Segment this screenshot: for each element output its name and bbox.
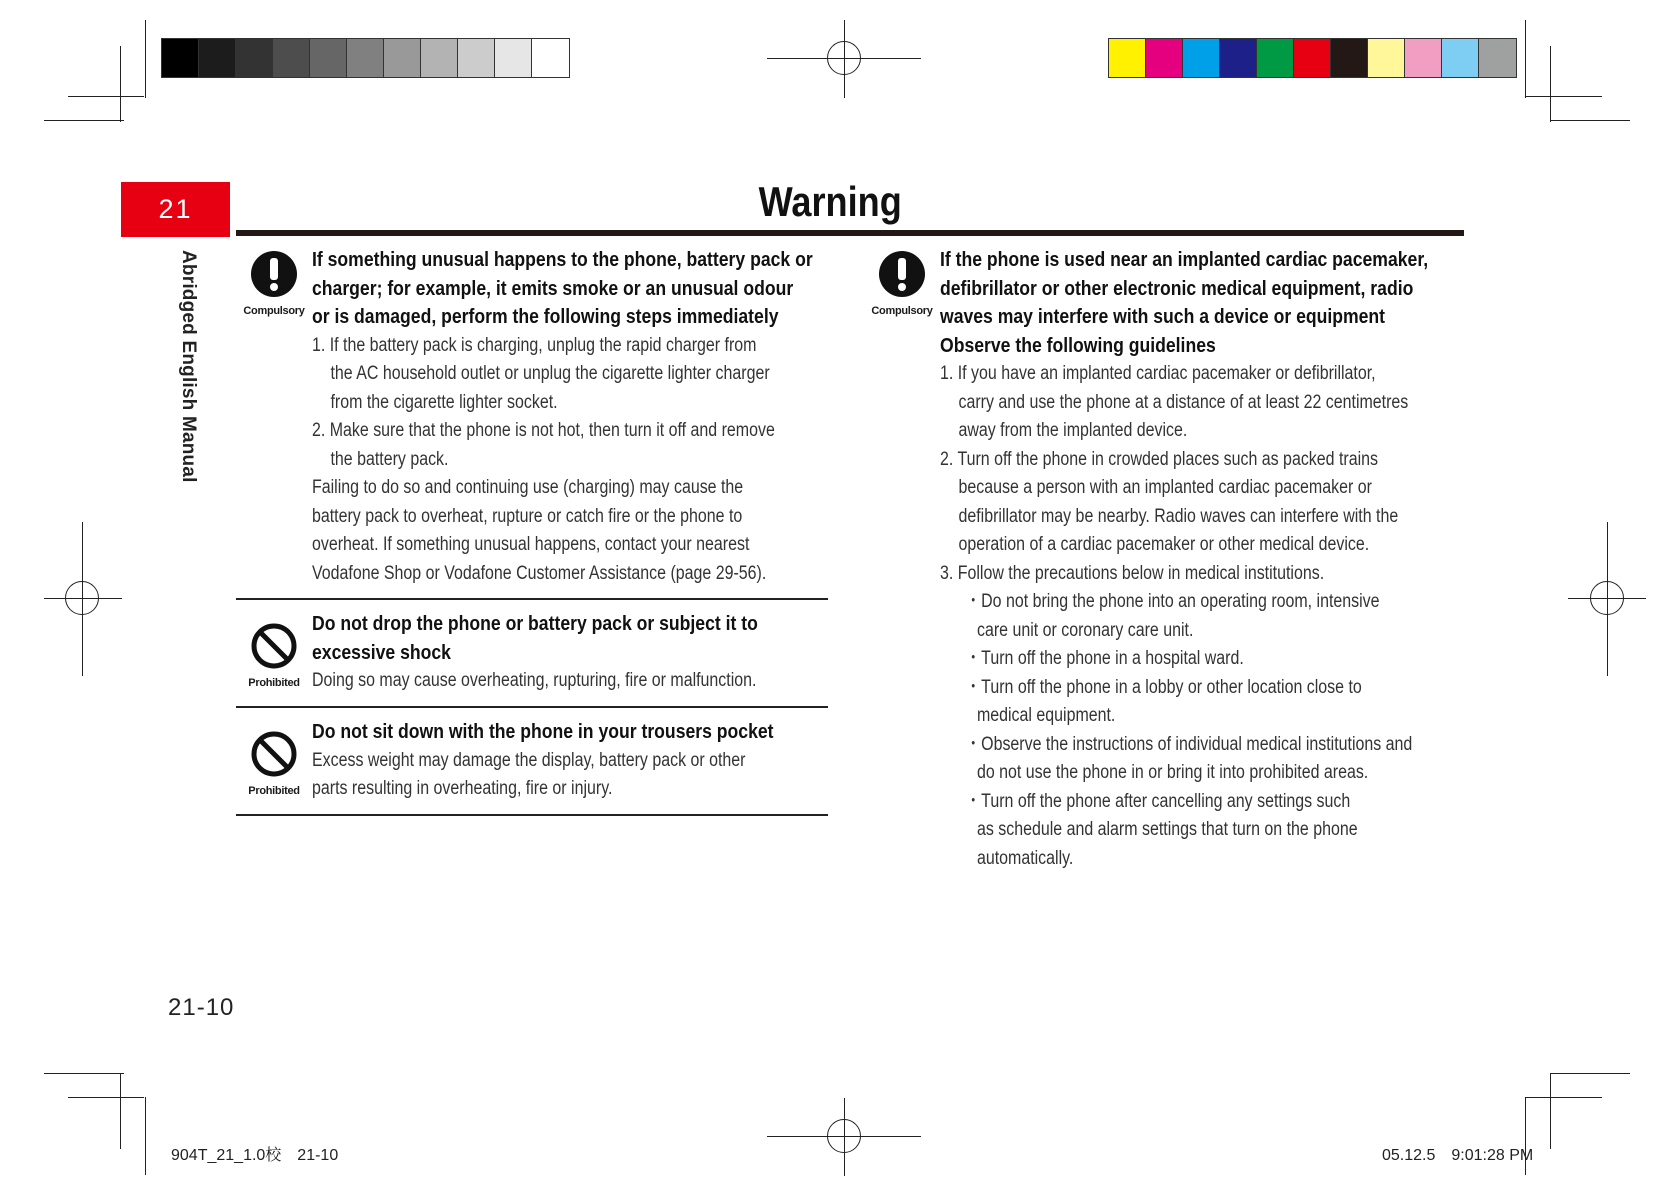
color-swatch xyxy=(1146,39,1183,77)
section-heading: Do not drop the phone or battery pack or subject it to xyxy=(312,613,758,635)
section-body xyxy=(940,246,1464,873)
gray-swatch xyxy=(421,39,458,77)
chapter-number: 21 xyxy=(158,194,193,224)
section-heading: If something unusual happens to the phone, battery pack or xyxy=(312,249,813,271)
guideline-2: 2. Turn off the phone in crowded places such as packed trains because a person with an implanted cardiac pacemaker or defibrillator may be nearby. Radio waves can interfere with the operation of a cardiac pacemaker or other medical device. xyxy=(940,448,1399,555)
guideline-3: 3. Follow the precautions below in medical institutions. xyxy=(940,562,1325,584)
warning-drop-shock xyxy=(236,600,828,706)
color-swatch xyxy=(1109,39,1146,77)
color-swatch xyxy=(1294,39,1331,77)
color-swatch xyxy=(1405,39,1442,77)
warning-pacemaker xyxy=(864,246,1464,873)
step-2: 2. Make sure that the phone is not hot, then turn it off and remove the battery pack. xyxy=(312,420,775,470)
compulsory-badge xyxy=(864,250,940,317)
title-rule xyxy=(236,230,1464,236)
section-text: Doing so may cause overheating, rupturing, fire or malfunction. xyxy=(312,670,757,691)
prohibited-badge xyxy=(236,622,312,689)
precaution-bullet: ・Do not bring the phone into an operating room, intensive care unit or coronary care unit. xyxy=(965,591,1380,641)
color-swatch xyxy=(1220,39,1257,77)
prohibited-label: Prohibited xyxy=(248,785,300,797)
guideline-1: 1. If you have an implanted cardiac pacemaker or defibrillator, carry and use the phone at a distance of at least 22 centimetres away from the implanted device. xyxy=(940,363,1409,441)
warning-trousers-pocket xyxy=(236,708,828,814)
warning-unusual-phone xyxy=(236,246,828,586)
prohibited-icon xyxy=(250,622,298,670)
left-column xyxy=(236,246,828,816)
section-text: Excess weight may damage the display, battery pack or other xyxy=(312,749,746,771)
prohibited-icon xyxy=(250,730,298,778)
step-1: 1. If the battery pack is charging, unplug the rapid charger from the AC household outlet or unplug the cigarette lighter charger from the cigarette lighter socket. xyxy=(312,334,770,413)
gray-swatch xyxy=(199,39,236,77)
page-title: Warning xyxy=(758,178,903,225)
gray-swatch xyxy=(532,39,569,77)
section-subheading: Observe the following guidelines xyxy=(940,334,1216,357)
section-body xyxy=(312,246,828,588)
gray-swatch xyxy=(310,39,347,77)
gray-swatch xyxy=(458,39,495,77)
section-heading: Do not sit down with the phone in your trousers pocket xyxy=(312,721,774,743)
color-swatch xyxy=(1442,39,1479,77)
prohibited-label: Prohibited xyxy=(248,677,300,689)
section-heading: excessive shock xyxy=(312,641,451,664)
color-swatch xyxy=(1479,39,1516,77)
compulsory-badge xyxy=(236,250,312,317)
print-timestamp: 05.12.5 9:01:28 PM xyxy=(1382,1147,1534,1164)
section-heading: If the phone is used near an implanted cardiac pacemaker, xyxy=(940,249,1429,271)
page-number: 21-10 xyxy=(168,994,235,1021)
print-file-info: 904T_21_1.0校 21-10 xyxy=(171,1147,339,1164)
precaution-bullet: ・Observe the instructions of individual medical institutions and do not use the phone in or bring it into prohibited areas. xyxy=(965,733,1413,783)
compulsory-icon xyxy=(878,250,926,298)
gray-swatch xyxy=(347,39,384,77)
section-body xyxy=(312,610,828,696)
gray-swatch xyxy=(495,39,532,77)
color-swatch xyxy=(1368,39,1405,77)
section-heading: charger; for example, it emits smoke or an unusual odour xyxy=(312,277,794,300)
gray-swatch xyxy=(162,39,199,77)
section-heading: or is damaged, perform the following steps immediately xyxy=(312,306,779,328)
section-heading: waves may interfere with such a device or equipment xyxy=(940,306,1386,328)
precaution-bullet: ・Turn off the phone in a hospital ward. xyxy=(965,648,1244,669)
section-divider xyxy=(236,814,828,816)
gray-swatch xyxy=(236,39,273,77)
precaution-bullet: ・Turn off the phone in a lobby or other location close to medical equipment. xyxy=(965,676,1362,726)
color-swatch xyxy=(1331,39,1368,77)
gray-swatch xyxy=(273,39,310,77)
grayscale-color-bar xyxy=(161,38,570,78)
gray-swatch xyxy=(384,39,421,77)
side-label: Abridged English Manual xyxy=(178,250,199,483)
color-swatch xyxy=(1257,39,1294,77)
right-column xyxy=(864,246,1464,873)
compulsory-label: Compulsory xyxy=(871,305,933,317)
compulsory-label: Compulsory xyxy=(243,305,305,317)
precaution-bullet: ・Turn off the phone after cancelling any settings such as schedule and alarm settings that turn on the phone automatically. xyxy=(965,790,1358,869)
prohibited-badge xyxy=(236,730,312,797)
process-color-bar xyxy=(1108,38,1517,78)
color-swatch xyxy=(1183,39,1220,77)
section-heading: defibrillator or other electronic medical equipment, radio xyxy=(940,277,1414,300)
consequence-note: Failing to do so and continuing use (charging) may cause the battery pack to overheat, rupture or catch fire or the phone to overheat. If something unusual happens, contact your nearest Vodafone Shop or Vodafone Customer Assistance (page 29-56). xyxy=(312,477,767,584)
compulsory-icon xyxy=(250,250,298,298)
section-text: parts resulting in overheating, fire or injury. xyxy=(312,778,613,799)
section-body xyxy=(312,718,828,804)
